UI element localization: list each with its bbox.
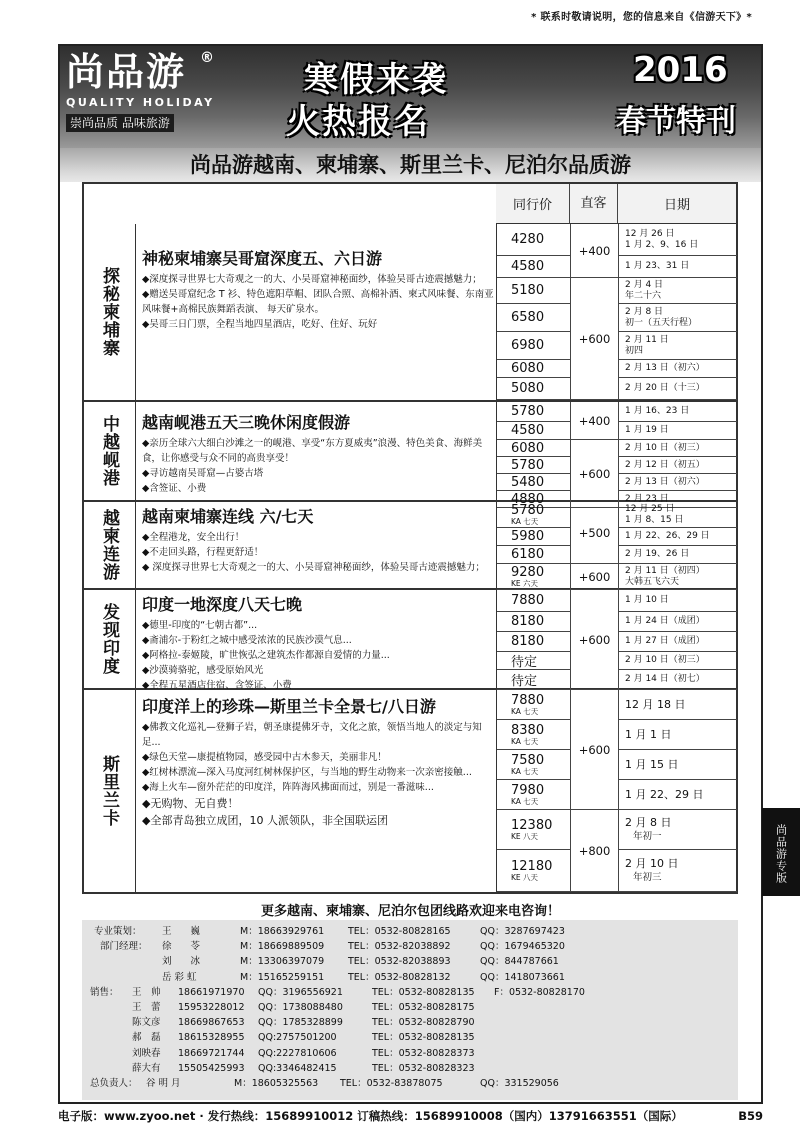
direct-markup-cell: +500 <box>571 502 619 564</box>
contact-tel: TEL：0532-80828790 <box>372 1017 475 1029</box>
tour-title: 印度洋上的珍珠—斯里兰卡全景七/八日游 <box>142 697 436 716</box>
airline-days: KA 七天 <box>511 517 539 526</box>
date-cell <box>619 378 737 400</box>
contact-row <box>90 970 730 985</box>
date-line: 2 月 13 日（初六） <box>625 476 705 487</box>
promo-line-2: 火热报名 <box>286 102 430 142</box>
contact-mobile: M：18605325563 <box>234 1077 319 1089</box>
contact-name: 谷 明 月 <box>146 1077 181 1089</box>
price-value: 5780 <box>511 457 545 473</box>
price-cell <box>497 402 571 422</box>
price-grid <box>496 224 736 400</box>
contact-row <box>90 1000 730 1015</box>
contact-tel: TEL：0532-80828135 <box>372 986 475 998</box>
direct-markup-cell: +600 <box>571 564 619 590</box>
top-note: * 联系时敬请说明，您的信息来自《信游天下》* <box>531 12 752 23</box>
date-line: 2 月 19、26 日 <box>625 549 690 559</box>
price-value: 待定 <box>511 674 538 689</box>
tour-table <box>82 182 738 894</box>
date-line: 2 月 4 日 <box>625 279 664 290</box>
ad-subtitle: 尚品游越南、柬埔寨、斯里兰卡、尼泊尔品质游 <box>60 148 761 182</box>
date-line: 2 月 14 日（初七） <box>625 674 705 684</box>
price-cell <box>497 528 571 546</box>
price-cell <box>497 332 571 360</box>
price-cell <box>497 780 571 810</box>
date-cell <box>619 780 737 810</box>
contact-mobile: 18615328955 <box>178 1032 245 1044</box>
price-cell <box>497 652 571 670</box>
contact-name: 王 蕾 <box>132 1001 161 1013</box>
price-value: 5480 <box>511 474 545 490</box>
contact-name: 岳 彩 虹 <box>162 971 197 983</box>
contact-name: 王 巍 <box>162 926 201 937</box>
tour-description <box>140 224 494 400</box>
price-value: 5980 <box>511 529 545 544</box>
price-value: 8180 <box>511 614 545 629</box>
date-line: 1 月 22、26、29 日 <box>625 531 710 541</box>
logo-reg-mark: ® <box>200 50 214 66</box>
price-cell <box>497 360 571 378</box>
contact-tel: TEL：0532-80828135 <box>372 1032 475 1044</box>
contact-row <box>90 1015 730 1030</box>
date-cell <box>619 564 737 590</box>
date-line: 1 月 27 日（成团） <box>625 636 705 646</box>
ad-frame <box>58 44 763 1104</box>
direct-markup-cell: +600 <box>571 440 619 508</box>
tour-bullet: ◆吴哥三日门票，全程当地四星酒店，吃好、住好、玩好 <box>142 319 378 330</box>
price-value: 6180 <box>511 547 545 562</box>
price-cell <box>497 256 571 278</box>
date-line: 2 月 11 日（初四） <box>625 565 705 576</box>
price-value: 6080 <box>511 361 545 376</box>
contact-panel <box>82 920 738 1100</box>
date-cell <box>619 590 737 612</box>
date-line: 初一（五天行程） <box>625 317 698 328</box>
price-cell <box>497 378 571 400</box>
price-cell <box>497 564 571 590</box>
contact-tel: TEL：0532-80828132 <box>348 971 451 983</box>
date-line: 1 月 16、23 日 <box>625 406 690 416</box>
contact-qq: QQ：1785328899 <box>258 1017 343 1029</box>
direct-markup-cell: +800 <box>571 810 619 892</box>
price-value: 4880 <box>511 491 545 507</box>
date-cell <box>619 402 737 422</box>
date-cell <box>619 632 737 652</box>
date-line: 1 月 8、15 日 <box>625 514 684 525</box>
price-cell <box>497 670 571 690</box>
tour-bullet: ◆无购物、无自费！ <box>142 797 239 810</box>
contact-tel: TEL：0532-80828165 <box>348 926 451 937</box>
contact-name: 徐 苓 <box>162 941 201 953</box>
footer <box>58 1106 763 1126</box>
contact-row <box>90 1030 730 1045</box>
date-line: 2 月 10 日 <box>625 856 679 870</box>
contact-mobile: M：18663929761 <box>240 926 325 937</box>
tour-section <box>84 590 736 690</box>
price-cell <box>497 278 571 304</box>
year-title: 2016 <box>633 50 728 90</box>
price-value: 9280 <box>511 565 545 580</box>
tour-section <box>84 224 736 402</box>
airline-days: KA 七天 <box>511 797 539 806</box>
date-line: 2 月 23 日 <box>625 493 669 504</box>
price-grid <box>496 402 736 507</box>
contact-tel: TEL：0532-80828323 <box>372 1062 475 1074</box>
contact-row <box>90 954 730 969</box>
date-line: 2 月 12 日（初五） <box>625 459 705 470</box>
date-line: 2 月 8 日 <box>625 306 664 317</box>
price-cell <box>497 850 571 892</box>
contact-name: 薛大有 <box>132 1062 161 1074</box>
contact-mobile: 18669721744 <box>178 1047 245 1059</box>
contact-role: 部门经理： <box>100 941 148 953</box>
direct-markup-cell: +600 <box>571 590 619 690</box>
date-cell <box>619 750 737 780</box>
date-line: 12 月 26 日 <box>625 228 675 239</box>
price-cell <box>497 810 571 850</box>
contact-qq: QQ:3346482415 <box>258 1062 337 1074</box>
price-value: 6580 <box>511 310 545 325</box>
tour-description <box>140 502 494 588</box>
date-cell <box>619 810 737 850</box>
tour-section <box>84 690 736 892</box>
tour-title: 越南柬埔寨连线 六/七天 <box>142 507 314 526</box>
contact-mobile: 15953228012 <box>178 1001 245 1013</box>
logo-english: QUALITY HOLIDAY <box>66 96 215 109</box>
tour-bullet: ◆绿色天堂—康提植物园，感受园中古木参天，美丽非凡！ <box>142 752 387 763</box>
table-header <box>496 184 736 224</box>
tour-bullet: ◆阿格拉-泰姬陵，旷世恢弘之建筑杰作都源自爱情的力量... <box>142 650 390 661</box>
direct-markup-cell: +600 <box>571 278 619 400</box>
date-line: 1 月 2、9、16 日 <box>625 239 699 250</box>
contact-mobile: M：15165259151 <box>240 971 325 983</box>
price-cell <box>497 457 571 474</box>
tour-bullet: ◆红树林漂流—深入马度河红树林保护区，与当地的野生动物来一次亲密接触... <box>142 767 472 778</box>
price-grid <box>496 690 736 892</box>
tour-description <box>140 590 494 691</box>
region-label: 斯里兰卡 <box>84 690 136 892</box>
price-grid <box>496 590 736 688</box>
price-cell <box>497 304 571 332</box>
price-value: 7880 <box>511 693 545 708</box>
price-value: 8380 <box>511 723 545 738</box>
date-line: 1 月 10 日 <box>625 595 669 605</box>
contact-name: 郝 磊 <box>132 1032 161 1044</box>
price-header: 同行价 <box>496 184 570 224</box>
tour-description <box>140 402 494 500</box>
logo <box>66 50 216 142</box>
price-value: 6980 <box>511 338 545 353</box>
tour-bullet: ◆全部青岛独立成团，10 人派领队，非全国联运团 <box>142 814 388 827</box>
tour-bullet: ◆赠送吴哥窟纪念 T 衫、特色遮阳草帽、团队合照、高棉补酒、柬式风味餐、东南亚风味餐+高棉民族舞蹈表演、 每天矿泉水。 <box>142 289 494 315</box>
price-cell <box>497 502 571 528</box>
contact-role: 专业策划： <box>94 926 142 937</box>
price-value: 4580 <box>511 259 545 274</box>
contact-mobile: 18669867653 <box>178 1017 245 1029</box>
price-cell <box>497 422 571 440</box>
contact-name: 刘映春 <box>132 1047 161 1059</box>
tour-bullet: ◆不走回头路，行程更舒适！ <box>142 547 264 558</box>
price-cell <box>497 750 571 780</box>
contact-row <box>90 1076 730 1091</box>
price-cell <box>497 690 571 720</box>
airline-days: KA 七天 <box>511 767 539 776</box>
logo-slogan: 崇尚品质 品味旅游 <box>66 114 174 132</box>
price-value: 7880 <box>511 593 545 608</box>
contact-tel: TEL：0532-82038893 <box>348 956 451 968</box>
side-tab: 尚品游专版 <box>762 808 800 896</box>
direct-markup-cell: +400 <box>571 402 619 440</box>
price-cell <box>497 590 571 612</box>
date-cell <box>619 720 737 750</box>
date-line: 12 月 25 日 <box>625 503 675 514</box>
more-routes-note: 更多越南、柬埔寨、尼泊尔包团线路欢迎来电咨询！ <box>260 904 560 919</box>
contact-role: 总负责人： <box>90 1077 138 1089</box>
footer-text: 电子版：www.zyoo.net · 发行热线：15689910012 订稿热线：15689910008（国内）13791663551（国际） <box>58 1109 683 1123</box>
date-line: 1 月 23、31 日 <box>625 261 690 271</box>
airline-days: KA 七天 <box>511 737 539 746</box>
region-label: 探秘柬埔寨 <box>84 224 136 400</box>
tour-section <box>84 502 736 590</box>
contact-qq: QQ：3287697423 <box>480 926 565 937</box>
date-line: 大韩五飞六天 <box>625 576 680 587</box>
date-line: 2 月 20 日（十三） <box>625 383 705 393</box>
date-cell <box>619 670 737 690</box>
price-cell <box>497 546 571 564</box>
price-cell <box>497 632 571 652</box>
date-line: 2 月 13 日（初六） <box>625 363 705 373</box>
contact-qq: QQ:2757501200 <box>258 1032 337 1044</box>
tour-bullet: ◆亲历全球六大细白沙滩之一的岘港、享受“东方夏威夷”浪漫、特色美食、海鲜美食，让你感受与众不同的高贵享受！ <box>142 438 483 464</box>
contact-name: 刘 冰 <box>162 956 201 968</box>
price-value: 5780 <box>511 404 545 419</box>
date-line: 1 月 22、29 日 <box>625 787 704 801</box>
date-line: 年初一 <box>633 830 662 842</box>
date-cell <box>619 546 737 564</box>
date-cell <box>619 474 737 491</box>
date-cell <box>619 422 737 440</box>
contact-mobile: M：13306397079 <box>240 956 325 968</box>
date-cell <box>619 278 737 304</box>
date-cell <box>619 332 737 360</box>
date-cell <box>619 256 737 278</box>
tour-section <box>84 402 736 507</box>
date-line: 2 月 10 日（初三） <box>625 655 705 665</box>
date-line: 1 月 19 日 <box>625 425 669 435</box>
price-grid <box>496 502 736 588</box>
date-line: 1 月 24 日（成团） <box>625 616 705 626</box>
contact-qq: QQ：1738088480 <box>258 1001 343 1013</box>
date-cell <box>619 457 737 474</box>
contact-qq: QQ:2227810606 <box>258 1047 337 1059</box>
price-value: 6080 <box>511 440 545 456</box>
tour-title: 印度一地深度八天七晚 <box>142 595 303 614</box>
price-value: 7980 <box>511 783 545 798</box>
date-cell <box>619 528 737 546</box>
contact-mobile: 15505425993 <box>178 1062 245 1074</box>
tour-bullet: ◆德里-印度的“七朝古都”... <box>142 620 258 631</box>
price-value: 12380 <box>511 818 553 833</box>
tour-description <box>140 690 494 892</box>
airline-days: KE 八天 <box>511 873 539 882</box>
contact-qq: QQ：331529056 <box>480 1077 559 1089</box>
contact-qq: QQ：1679465320 <box>480 941 565 953</box>
contact-tel: TEL：0532-83878075 <box>340 1077 443 1089</box>
region-label: 越柬连游 <box>84 502 136 588</box>
contact-name: 陈文彦 <box>132 1017 161 1029</box>
price-value: 4580 <box>511 423 545 438</box>
tour-bullet: ◆斋浦尔-于粉红之城中感受浓浓的民族沙漠气息... <box>142 635 352 646</box>
date-cell <box>619 304 737 332</box>
date-cell <box>619 850 737 892</box>
direct-markup-cell: +400 <box>571 224 619 278</box>
date-cell <box>619 440 737 457</box>
price-value: 12180 <box>511 859 553 874</box>
logo-name: 尚品游 <box>66 50 187 94</box>
tour-title: 越南岘港五天三晚休闲度假游 <box>142 413 351 432</box>
date-line: 2 月 8 日 <box>625 815 672 829</box>
date-cell <box>619 612 737 632</box>
tour-bullet: ◆含签证、小费 <box>142 483 207 494</box>
price-cell <box>497 720 571 750</box>
price-value: 4280 <box>511 232 545 247</box>
contact-fax: F：0532-80828170 <box>494 986 585 998</box>
tour-bullet: ◆全程五星酒店住宿、含签证、小费 <box>142 680 292 691</box>
tour-bullet: ◆ 深度探寻世界七大奇观之一的大、小吴哥窟神秘面纱，体验吴哥古迹震撼魅力； <box>142 562 485 573</box>
contact-role: 销售： <box>90 986 119 998</box>
date-line: 年二十六 <box>625 290 662 301</box>
direct-markup-cell: +600 <box>571 690 619 810</box>
tour-bullet: ◆沙漠骑骆驼，感受原始风光 <box>142 665 264 676</box>
date-line: 年初三 <box>633 871 662 883</box>
promo-line-1: 寒假来袭 <box>304 60 448 100</box>
price-value: 5180 <box>511 283 545 298</box>
date-line: 2 月 10 日（初三） <box>625 442 705 453</box>
contact-mobile: 18661971970 <box>178 986 245 998</box>
region-label: 中越岘港 <box>84 402 136 500</box>
price-value: 7580 <box>511 753 545 768</box>
contact-qq: QQ：844787661 <box>480 956 559 968</box>
date-cell <box>619 360 737 378</box>
airline-days: KA 七天 <box>511 707 539 716</box>
date-line: 1 月 15 日 <box>625 757 679 771</box>
date-line: 初四 <box>625 345 644 356</box>
tour-bullet: ◆佛教文化巡礼—登狮子岩，朝圣康提佛牙寺，文化之旅，领悟当地人的淡定与知足... <box>142 722 482 748</box>
price-value: 5080 <box>511 381 545 396</box>
price-cell <box>497 440 571 457</box>
date-cell <box>619 502 737 528</box>
contact-row <box>90 939 730 954</box>
tour-bullet: ◆寻访越南吴哥窟—占婆古塔 <box>142 468 264 479</box>
contact-qq: QQ：1418073661 <box>480 971 565 983</box>
tour-bullet: ◆海上火车—窗外茫茫的印度洋，阵阵海风拂面而过，别是一番滋味... <box>142 782 434 793</box>
contact-mobile: M：18669889509 <box>240 941 325 953</box>
contact-qq: QQ：3196556921 <box>258 986 343 998</box>
airline-days: KE 六天 <box>511 579 539 588</box>
contact-tel: TEL：0532-80828175 <box>372 1001 475 1013</box>
tour-bullet: ◆全程港龙，安全出行！ <box>142 532 245 543</box>
date-line: 2 月 11 日 <box>625 334 669 345</box>
contact-name: 王 帅 <box>132 986 161 998</box>
date-cell <box>619 690 737 720</box>
price-cell <box>497 474 571 491</box>
contact-tel: TEL：0532-80828373 <box>372 1047 475 1059</box>
date-cell <box>619 652 737 670</box>
price-value: 8180 <box>511 634 545 649</box>
contact-row <box>90 1061 730 1076</box>
tour-bullet: ◆深度探寻世界七大奇观之一的大、小吴哥窟神秘面纱，体验吴哥古迹震撼魅力； <box>142 274 482 285</box>
price-value: 待定 <box>511 655 538 670</box>
price-cell <box>497 224 571 256</box>
contact-row <box>90 985 730 1000</box>
page-number: B59 <box>738 1109 763 1123</box>
date-line: 1 月 1 日 <box>625 727 672 741</box>
special-issue-title: 春节特刊 <box>616 104 736 139</box>
direct-header: 直客 <box>570 184 618 224</box>
contact-tel: TEL：0532-82038892 <box>348 941 451 953</box>
contact-row <box>90 1046 730 1061</box>
region-label: 发现印度 <box>84 590 136 688</box>
ad-header <box>60 46 761 148</box>
tour-title: 神秘柬埔寨吴哥窟深度五、六日游 <box>142 249 383 268</box>
date-header: 日期 <box>618 184 736 224</box>
date-line: 12 月 18 日 <box>625 697 686 711</box>
airline-days: KE 八天 <box>511 832 539 841</box>
contact-row <box>90 924 730 939</box>
price-cell <box>497 612 571 632</box>
price-value: 5780 <box>511 503 545 518</box>
date-cell <box>619 224 737 256</box>
